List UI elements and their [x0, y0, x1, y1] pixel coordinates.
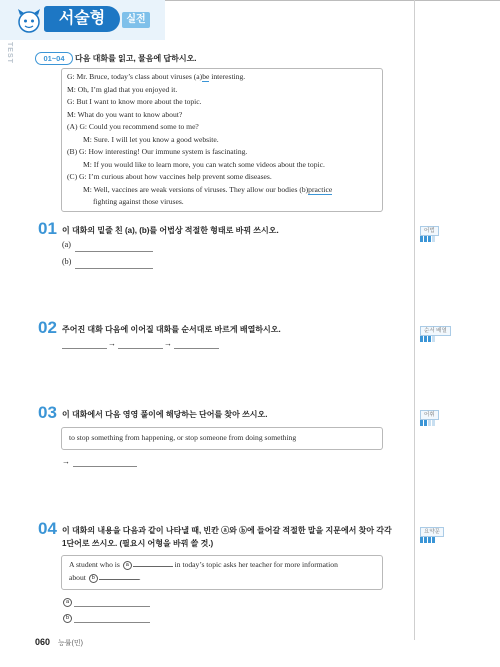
- definition-text: to stop something from happening, or stop someone from doing something: [69, 432, 297, 442]
- dialogue-line: fighting against those viruses.: [93, 197, 184, 206]
- order-blank-3[interactable]: [174, 348, 219, 349]
- book-name: 능률(민): [58, 640, 83, 647]
- question-text: 주어진 대화 다음에 이어질 대화를 순서대로 바르게 배열하시오.: [62, 325, 281, 334]
- dialogue-line: M: Oh, I’m glad that you enjoyed it.: [67, 84, 178, 94]
- dialogue-line: (A) G: Could you recommend some to me?: [67, 122, 199, 131]
- question-text: 이 대화의 내용을 다음과 같이 나타낼 때, 빈칸 ⓐ와 ⓑ에 들어갈 적절한 말을 지문에서 찾아 각각: [62, 526, 392, 535]
- question-text: 이 대화의 밑줄 친 (a), (b)를 어법상 적절한 형태로 바꿔 쓰시오.: [62, 226, 279, 235]
- mascot-icon: [12, 6, 46, 34]
- top-divider: [165, 0, 500, 1]
- difficulty-bars: [420, 236, 435, 242]
- dialogue-line: M: Well, vaccines are weak versions of viruses. They allow our bodies (b)practice: [83, 184, 333, 194]
- section-tag: 실전: [122, 12, 150, 28]
- side-divider: [414, 0, 415, 640]
- answer-blank-a[interactable]: [75, 251, 153, 252]
- dialogue-line: G: Mr. Bruce, today’s class about viruses (a)be interesting.: [67, 72, 246, 81]
- side-tag-ordering: 순서 배열: [420, 326, 451, 336]
- dialogue-line: G: But I want to know more about the topic.: [67, 97, 202, 106]
- difficulty-bars: [420, 537, 435, 543]
- question-range-badge: 01~04: [35, 52, 73, 65]
- section-title: 서술형: [44, 6, 120, 32]
- instruction-text: 다음 대화를 읽고, 물음에 답하시오.: [75, 54, 197, 63]
- answer-label-b: b: [62, 613, 73, 623]
- question-number: 02: [38, 318, 57, 337]
- dialogue-line: M: If you would like to learn more, you can watch some videos about the topic.: [83, 159, 325, 169]
- page-number: 060: [35, 637, 51, 647]
- order-blank-2[interactable]: [118, 348, 163, 349]
- question-number: 03: [38, 403, 57, 422]
- answer-label-b: (b): [62, 257, 72, 266]
- arrow-1: →: [108, 339, 116, 348]
- answer-blank[interactable]: [73, 466, 137, 467]
- answer-blank-a[interactable]: [74, 606, 150, 607]
- difficulty-bars: [420, 420, 435, 426]
- side-tag-summary: 요약문: [420, 527, 444, 537]
- answer-label-a: a: [62, 597, 73, 607]
- side-tag-grammar: 어법: [420, 226, 439, 236]
- answer-label-a: (a): [62, 240, 71, 249]
- dialogue-line: M: Sure. I will let you know a good website.: [83, 134, 219, 144]
- dialogue-line: M: What do you want to know about?: [67, 109, 183, 119]
- dialogue-line: (B) G: How interesting! Our immune system is fascinating.: [67, 147, 248, 156]
- summary-line-1: A student who is a in today’s topic asks her teacher for more information: [69, 560, 338, 569]
- answer-blank-b[interactable]: [75, 268, 153, 269]
- question-number: 01: [38, 219, 57, 238]
- question-text: 1단어로 쓰시오. (필요시 어형을 바꿔 쓸 것.): [62, 539, 214, 548]
- summary-line-2: about b .: [69, 573, 141, 582]
- test-side-label: TEST: [6, 42, 13, 64]
- answer-arrow: →: [62, 457, 70, 466]
- question-text: 이 대화에서 다음 영영 풀이에 해당하는 단어를 찾아 쓰시오.: [62, 410, 268, 419]
- answer-blank-b[interactable]: [74, 622, 150, 623]
- difficulty-bars: [420, 336, 435, 342]
- side-tag-vocab: 어휘: [420, 410, 439, 420]
- question-number: 04: [38, 519, 57, 538]
- arrow-2: →: [164, 339, 172, 348]
- dialogue-line: (C) G: I’m curious about how vaccines help prevent some diseases.: [67, 172, 272, 181]
- order-blank-1[interactable]: [62, 348, 107, 349]
